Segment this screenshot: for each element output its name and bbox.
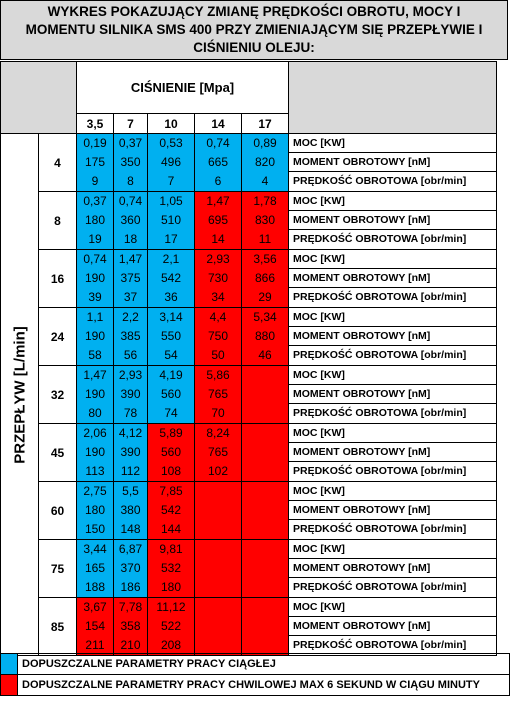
cell-value: 0,37	[83, 194, 107, 208]
cell-value: 5,89	[159, 426, 183, 440]
cell-value: 385	[120, 329, 141, 343]
cell-value: 1,1	[86, 310, 104, 324]
cell-value: 8,24	[206, 426, 230, 440]
cell-value: 190	[84, 271, 106, 285]
flow-header-cell	[1, 134, 39, 656]
cell-value	[195, 598, 241, 617]
cell-value	[242, 578, 288, 597]
row-label: PRĘDKOŚĆ OBROTOWA [obr/min]	[293, 291, 467, 303]
row-labels	[289, 598, 497, 656]
row-label: MOMENT OBROTOWY [nM]	[289, 153, 496, 172]
cell-value	[195, 559, 241, 578]
header-right-spacer	[289, 62, 497, 134]
cell-value: 6	[214, 174, 222, 188]
cell-value: 17	[164, 232, 178, 246]
data-cell	[114, 192, 148, 250]
cell-value: 765	[207, 445, 229, 459]
data-cell	[242, 424, 289, 482]
cell-value: 750	[207, 329, 229, 343]
cell-value: 5,86	[206, 368, 230, 382]
data-cell	[195, 540, 242, 598]
data-cell	[77, 366, 114, 424]
cell-value: 37	[123, 290, 138, 304]
cell-value	[195, 578, 241, 597]
cell-value: 2,1	[162, 252, 180, 266]
title-box	[0, 0, 508, 60]
flow-value: 4	[39, 134, 77, 192]
flow-value: 60	[39, 482, 77, 540]
row-label: MOC [KW]	[289, 598, 496, 617]
cell-value: 78	[123, 406, 138, 420]
data-cell	[114, 134, 148, 192]
cell-value: 0,37	[118, 136, 143, 150]
row-label: MOC [KW]	[289, 482, 496, 501]
cell-value: 765	[207, 387, 229, 401]
data-cell	[242, 134, 289, 192]
cell-value: 208	[160, 638, 182, 652]
flow-value: 16	[39, 250, 77, 308]
cell-value: 820	[254, 155, 276, 169]
row-label: MOMENT OBROTOWY [nM]	[289, 269, 496, 288]
cell-value: 8	[127, 174, 134, 188]
row-label: PRĘDKOŚĆ OBROTOWA [obr/min]	[293, 639, 467, 651]
cell-value: 180	[84, 503, 106, 517]
legend-text: DOPUSZCZALNE PARAMETRY PRACY CIĄGŁEJ	[18, 654, 510, 675]
cell-value: 0,89	[253, 136, 277, 150]
row-label: PRĘDKOŚĆ OBROTOWA [obr/min]	[293, 233, 467, 245]
cell-value: 550	[160, 329, 182, 343]
row-label: PRĘDKOŚĆ OBROTOWA [obr/min]	[293, 523, 467, 535]
cell-value: 880	[254, 329, 276, 343]
row-label: PRĘDKOŚĆ OBROTOWA [obr/min]	[293, 175, 467, 187]
flow-value: 85	[39, 598, 77, 656]
cell-value: 2,75	[83, 484, 107, 498]
corner-cell	[1, 62, 77, 134]
row-label: MOC [KW]	[289, 366, 496, 385]
cell-value: 496	[160, 155, 182, 169]
cell-value: 190	[84, 445, 106, 459]
data-cell	[148, 192, 195, 250]
cell-value	[242, 443, 288, 462]
data-cell	[242, 250, 289, 308]
data-cell	[195, 308, 242, 366]
cell-value: 34	[211, 290, 225, 304]
cell-value: 1,47	[118, 252, 143, 266]
data-cell	[77, 134, 114, 192]
legend-swatch	[1, 654, 18, 675]
data-cell	[195, 134, 242, 192]
data-cell	[77, 540, 114, 598]
row-labels	[289, 424, 497, 482]
pressure-value: 17	[242, 114, 289, 134]
cell-value	[242, 462, 288, 481]
legend-swatch	[1, 675, 18, 696]
row-labels	[289, 308, 497, 366]
row-label: MOC [KW]	[289, 250, 496, 269]
data-cell	[148, 598, 195, 656]
row-labels	[289, 192, 497, 250]
cell-value: 665	[207, 155, 229, 169]
cell-value: 58	[88, 348, 102, 362]
cell-value: 188	[84, 580, 106, 594]
row-labels	[289, 134, 497, 192]
cell-value: 19	[88, 232, 102, 246]
cell-value: 542	[160, 503, 182, 517]
legend-text: DOPUSZCZALNE PARAMETRY PRACY CHWILOWEJ MAX 6 SEKUND W CIĄGU MINUTY	[18, 675, 510, 696]
cell-value: 830	[254, 213, 276, 227]
data-cell	[77, 250, 114, 308]
cell-value: 190	[84, 329, 106, 343]
data-cell	[148, 134, 195, 192]
data-cell	[242, 366, 289, 424]
cell-value	[242, 404, 288, 423]
data-cell	[148, 250, 195, 308]
data-cell	[77, 598, 114, 656]
data-cell	[195, 482, 242, 540]
row-label: PRĘDKOŚĆ OBROTOWA [obr/min]	[293, 465, 467, 477]
cell-value: 11	[258, 232, 272, 246]
flow-value: 75	[39, 540, 77, 598]
cell-value: 180	[160, 580, 182, 594]
flow-header: PRZEPŁYW [L/min]	[11, 325, 28, 464]
cell-value	[242, 424, 288, 443]
cell-value: 730	[207, 271, 229, 285]
cell-value: 2,93	[118, 368, 143, 382]
cell-value: 7,78	[118, 600, 143, 614]
cell-value	[242, 559, 288, 578]
row-label: MOMENT OBROTOWY [nM]	[289, 211, 496, 230]
data-cell	[77, 308, 114, 366]
cell-value: 4,4	[209, 310, 227, 324]
data-cell	[114, 598, 148, 656]
cell-value: 211	[85, 638, 105, 652]
data-cell	[195, 424, 242, 482]
cell-value: 39	[88, 290, 102, 304]
cell-value: 1,05	[159, 194, 183, 208]
row-label: MOC [KW]	[289, 134, 496, 153]
data-cell	[77, 192, 114, 250]
data-cell	[114, 540, 148, 598]
cell-value: 36	[164, 290, 178, 304]
row-labels	[289, 540, 497, 598]
cell-value: 3,56	[253, 252, 277, 266]
cell-value: 3,44	[83, 542, 107, 556]
pressure-value: 7	[114, 114, 148, 134]
data-cell	[114, 424, 148, 482]
cell-value: 9,81	[159, 542, 183, 556]
cell-value: 4,19	[159, 368, 183, 382]
cell-value: 29	[258, 290, 272, 304]
data-cell	[114, 366, 148, 424]
data-cell	[77, 424, 114, 482]
data-cell	[114, 250, 148, 308]
cell-value: 4,12	[118, 426, 143, 440]
data-cell	[77, 482, 114, 540]
cell-value: 102	[207, 464, 229, 478]
row-label: MOC [KW]	[289, 308, 496, 327]
cell-value: 154	[84, 619, 106, 633]
row-label: MOMENT OBROTOWY [nM]	[289, 559, 496, 578]
cell-value: 54	[164, 348, 178, 362]
cell-value	[242, 520, 288, 539]
cell-value: 358	[120, 619, 141, 633]
cell-value: 1,78	[253, 194, 277, 208]
row-label: PRĘDKOŚĆ OBROTOWA [obr/min]	[293, 349, 467, 361]
cell-value: 6,87	[118, 542, 143, 556]
cell-value: 144	[160, 522, 182, 536]
cell-value	[195, 617, 241, 636]
cell-value: 0,53	[159, 136, 183, 150]
cell-value: 360	[120, 213, 141, 227]
cell-value: 2,93	[206, 252, 230, 266]
data-cell	[195, 250, 242, 308]
cell-value: 150	[84, 522, 106, 536]
cell-value: 695	[207, 213, 229, 227]
cell-value: 560	[160, 387, 182, 401]
cell-value	[195, 482, 241, 501]
cell-value	[242, 366, 288, 385]
data-cell	[242, 598, 289, 656]
legend	[0, 653, 510, 696]
row-labels	[289, 482, 497, 540]
cell-value: 390	[120, 445, 141, 459]
cell-value: 542	[160, 271, 182, 285]
row-label: MOC [KW]	[289, 540, 496, 559]
cell-value: 210	[120, 638, 141, 652]
cell-value: 522	[160, 619, 182, 633]
data-cell	[242, 482, 289, 540]
cell-value: 70	[211, 406, 225, 420]
cell-value: 532	[160, 561, 182, 575]
cell-value: 165	[84, 561, 106, 575]
cell-value: 56	[123, 348, 138, 362]
cell-value: 180	[84, 213, 106, 227]
cell-value: 186	[120, 580, 141, 594]
cell-value	[195, 501, 241, 520]
cell-value: 0,19	[83, 136, 107, 150]
cell-value: 7,85	[159, 484, 183, 498]
cell-value: 7	[167, 174, 175, 188]
cell-value	[242, 540, 288, 559]
data-cell	[242, 540, 289, 598]
cell-value: 46	[258, 348, 272, 362]
cell-value: 0,74	[83, 252, 107, 266]
cell-value: 0,74	[118, 194, 143, 208]
pressure-value: 14	[195, 114, 242, 134]
data-cell	[195, 366, 242, 424]
cell-value	[242, 598, 288, 617]
cell-value: 9	[91, 174, 99, 188]
data-cell	[242, 192, 289, 250]
pressure-value: 10	[148, 114, 195, 134]
cell-value	[242, 482, 288, 501]
cell-value: 390	[120, 387, 141, 401]
data-cell	[148, 308, 195, 366]
cell-value: 18	[123, 232, 138, 246]
cell-value: 350	[120, 155, 141, 169]
row-label: MOMENT OBROTOWY [nM]	[289, 443, 496, 462]
flow-value: 45	[39, 424, 77, 482]
cell-value: 50	[211, 348, 225, 362]
cell-value: 175	[84, 155, 106, 169]
data-cell	[114, 308, 148, 366]
cell-value: 108	[160, 464, 182, 478]
row-labels	[289, 250, 497, 308]
row-label: PRĘDKOŚĆ OBROTOWA [obr/min]	[293, 407, 467, 419]
cell-value: 370	[120, 561, 141, 575]
cell-value: 80	[88, 406, 102, 420]
cell-value: 3,67	[83, 600, 107, 614]
data-cell	[195, 598, 242, 656]
cell-value: 380	[120, 503, 141, 517]
data-cell	[114, 482, 148, 540]
row-label: MOMENT OBROTOWY [nM]	[289, 501, 496, 520]
cell-value	[195, 540, 241, 559]
cell-value	[242, 501, 288, 520]
cell-value	[242, 385, 288, 404]
row-label: MOMENT OBROTOWY [nM]	[289, 327, 496, 346]
data-cell	[148, 366, 195, 424]
flow-value: 8	[39, 192, 77, 250]
cell-value: 5,5	[122, 484, 139, 498]
flow-value: 32	[39, 366, 77, 424]
cell-value: 14	[211, 232, 225, 246]
row-label: MOC [KW]	[289, 424, 496, 443]
pressure-value: 3,5	[77, 114, 114, 134]
cell-value: 190	[84, 387, 106, 401]
cell-value: 0,74	[206, 136, 230, 150]
pressure-header: CIŚNIENIE [Mpa]	[77, 62, 289, 114]
cell-value: 510	[160, 213, 182, 227]
row-label: PRĘDKOŚĆ OBROTOWA [obr/min]	[293, 581, 467, 593]
cell-value: 2,06	[83, 426, 107, 440]
performance-table	[0, 61, 497, 656]
row-label: MOMENT OBROTOWY [nM]	[289, 385, 496, 404]
cell-value: 866	[254, 271, 276, 285]
page-title: WYKRES POKAZUJĄCY ZMIANĘ PRĘDKOŚCI OBROTU, MOCY I MOMENTU SILNIKA SMS 400 PRZY ZMIENIAJĄCYM SIĘ PRZEPŁYWIE I CIŚNIENIU OLEJU:	[25, 4, 483, 55]
flow-value: 24	[39, 308, 77, 366]
cell-value: 375	[120, 271, 141, 285]
cell-value: 2,2	[122, 310, 139, 324]
cell-value: 112	[120, 464, 141, 478]
row-label: MOMENT OBROTOWY [nM]	[289, 617, 496, 636]
cell-value	[242, 617, 288, 636]
cell-value: 11,12	[156, 600, 186, 614]
data-cell	[148, 540, 195, 598]
data-cell	[195, 192, 242, 250]
cell-value: 560	[160, 445, 182, 459]
row-label: MOC [KW]	[289, 192, 496, 211]
cell-value: 1,47	[83, 368, 107, 382]
cell-value: 3,14	[159, 310, 183, 324]
row-labels	[289, 366, 497, 424]
cell-value: 1,47	[206, 194, 230, 208]
data-cell	[242, 308, 289, 366]
data-cell	[148, 424, 195, 482]
cell-value	[195, 520, 241, 539]
cell-value: 148	[120, 522, 141, 536]
cell-value: 5,34	[253, 310, 277, 324]
cell-value: 4	[261, 174, 269, 188]
cell-value: 113	[85, 464, 105, 478]
data-cell	[148, 482, 195, 540]
cell-value: 74	[164, 406, 178, 420]
